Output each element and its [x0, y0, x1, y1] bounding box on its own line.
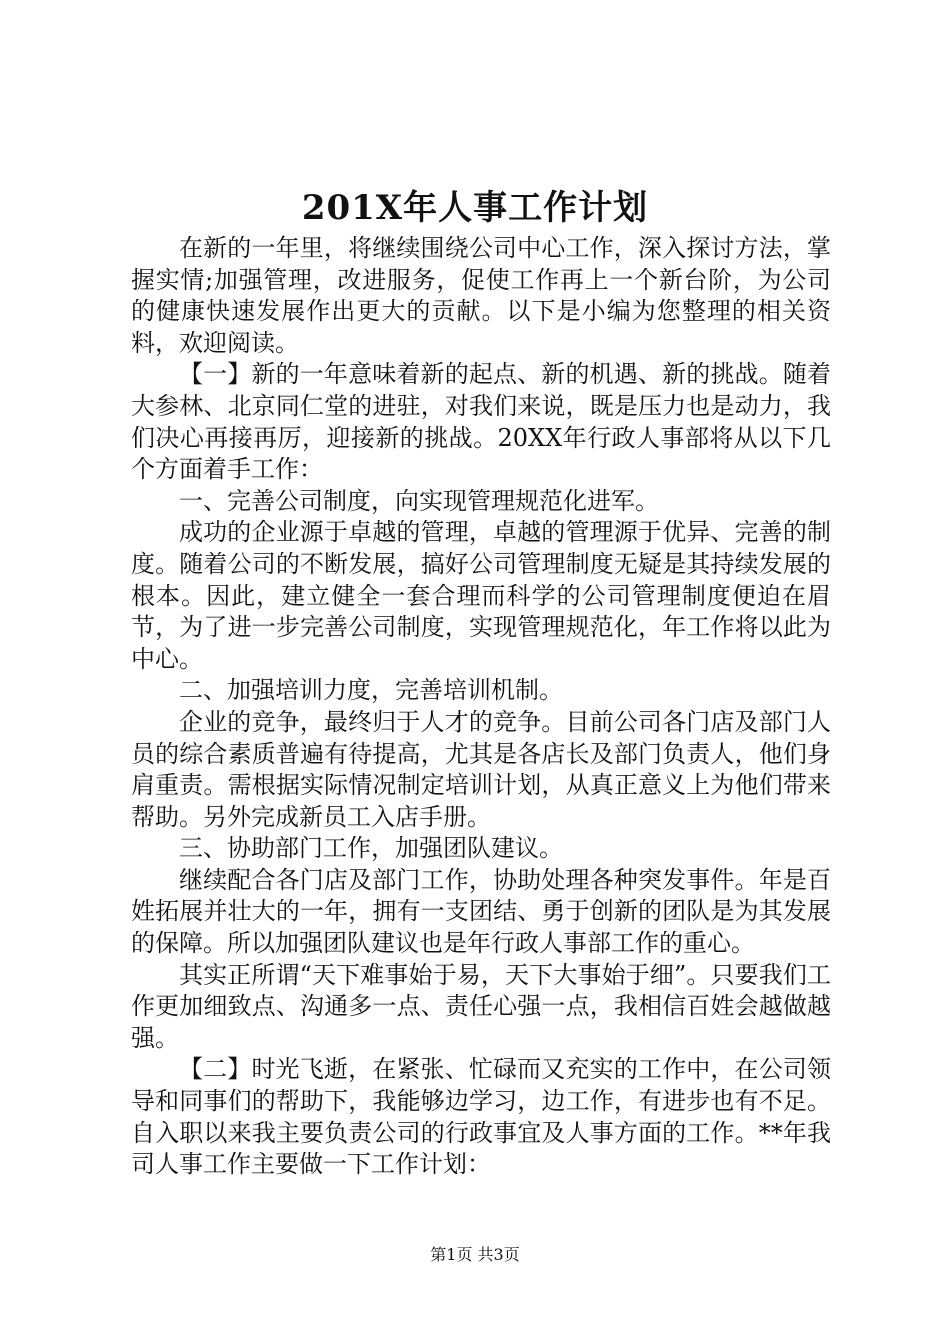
paragraph-section-one: 成功的企业源于卓越的管理，卓越的管理源于优异、完善的制度。随着公司的不断发展，搞好公司管理制度无疑是其持续发展的根本。因此，建立健全一套合理而科学的公司管理制度便迫在眉节，为了进一步完善公司制度，实现管理规范化，年工作将以此为中心。: [131, 518, 831, 673]
paragraph-part-two: 【二】时光飞逝，在紧张、忙碌而又充实的工作中，在公司领导和同事们的帮助下，我能够边学习，边工作，有进步也有不足。自入职以来我主要负责公司的行政事宜及人事方面的工作。**年我司人事工作主要做一下工作计划：: [131, 1055, 831, 1179]
page-footer: 第1页 共3页: [430, 1245, 520, 1264]
heading-section-three: 三、协助部门工作，加强团队建议。: [179, 834, 563, 863]
document-title: 201X年人事工作计划: [301, 188, 649, 228]
paragraph-intro: 在新的一年里，将继续围绕公司中心工作，深入探讨方法，掌握实情;加强管理，改进服务，促使工作再上一个新台阶，为公司的健康快速发展作出更大的贡献。以下是小编为您整理的相关资料，欢迎阅读。: [131, 234, 831, 357]
paragraph-conclusion: 其实正所谓“天下难事始于易，天下大事始于细”。只要我们工作更加细致点、沟通多一点、责任心强一点，我相信百姓会越做越强。: [131, 960, 831, 1052]
paragraph-section-two: 企业的竞争，最终归于人才的竞争。目前公司各门店及部门人员的综合素质普遍有待提高，尤其是各店长及部门负责人，他们身肩重责。需根据实际情况制定培训计划，从真正意义上为他们带来帮助。另外完成新员工入店手册。: [131, 707, 831, 831]
paragraph-part-one: 【一】新的一年意味着新的起点、新的机遇、新的挑战。随着大参林、北京同仁堂的进驻，对我们来说，既是压力也是动力，我们决心再接再厉，迎接新的挑战。20XX年行政人事部将从以下几个方面着手工作：: [131, 360, 831, 484]
heading-section-two: 二、加强培训力度，完善培训机制。: [179, 676, 563, 705]
paragraph-section-three: 继续配合各门店及部门工作，协助处理各种突发事件。年是百姓拓展并壮大的一年，拥有一支团结、勇于创新的团队是为其发展的保障。所以加强团队建议也是年行政人事部工作的重心。: [131, 865, 831, 958]
heading-section-one: 一、完善公司制度，向实现管理规范化进军。: [179, 486, 659, 515]
document-body: [131, 233, 831, 1181]
